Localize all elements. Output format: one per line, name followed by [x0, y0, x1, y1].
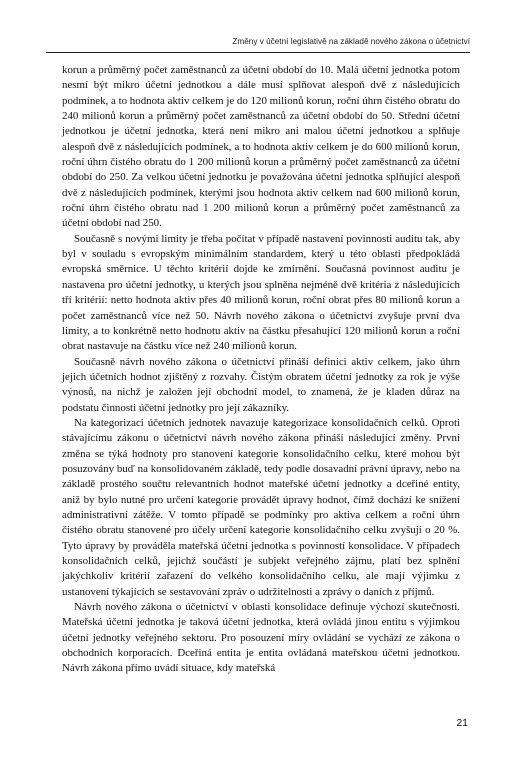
paragraph: Současně s novými limity je třeba počítat v případě nastavení povinnosti auditu tak, aby byl v souladu s evropským minimálním standardem, který u této oblasti předpokládá evropská směrnice. U těchto kritérií dojde ke zmírnění. Současná povinnost auditu je nastavena pro účetní jednotky, u kterých jsou splněna nejméně dvě kritéria z následujících tří kritérií: netto hodnota aktiv přes 40 milionů korun, roční obrat přes 80 milionů korun a počet zaměstnanců více než 50. Návrh nového zákona o účetnictví zvyšuje první dva limity, a to konkrétně netto hodnotu aktiv na částku přesahující 120 milionů korun a roční obrat nastavuje na částku více než 240 milionů korun.: [62, 232, 460, 353]
paragraph: Současně návrh nového zákona o účetnictví přináší definici aktiv celkem, jako úhrn jejich účetních hodnot zjištěný z rozvahy. Čistým obratem účetní jednotky za rok je výše výnosů, na nichž je založen její obchodní model, to znamená, že je kladen důraz na podstatu činnosti účetní jednotky pro její zákazníky.: [62, 355, 460, 414]
page-number: 21: [456, 717, 468, 729]
header-rule: [46, 52, 470, 53]
paragraph: Návrh nového zákona o účetnictví v oblasti konsolidace definuje výchozí skutečnosti. Mateřská účetní jednotka je taková účetní jednotka, která ovládá jinou entitu s výjimkou účetní jednotky veřejného sektoru. Pro posouzení míry ovládání se vychází ze zákona o obchodních korporacích. Dceřiná entita je entita ovládaná mateřskou účetní jednotkou. Návrh zákona přímo uvádí situace, kdy mateřská: [62, 601, 460, 675]
running-header: Změny v účetní legislativě na základě nového zákona o účetnictví: [232, 37, 470, 46]
paragraph: Na kategorizaci účetních jednotek navazuje kategorizace konsolidačních celků. Oproti stávajícímu zákonu o účetnictví návrh nového zákona přináší následující změny. První změna se týká hodnoty pro stanovení kategorie konsolidačního celku, které mohou být posuzovány buď na konsolidovaném základě, tedy podle dosavadní právní úpravy, nebo na základě prostého součtu relevantních hodnot mateřské účetní jednotky a dceřiné entity, aniž by bylo nutné pro určení kategorie provádět úpravy hodnot, čímž dochází ke snížení administrativní zátěže. V tomto případě se podmínky pro aktiva celkem a roční úhrn čistého obratu stanovené pro účely určení kategorie konsolidačního celku zvyšují o 20 %. Tyto úpravy by prováděla mateřská účetní jednotka s povinností konsolidace. V případech konsolidačních celků, jejichž součástí je subjekt veřejného zájmu, platí bez splnění jakýchkoliv kritérií zařazení do velkého konsolidačního celku, ale mají výjimku z ustanovení týkajících se sestavování zpráv o udržitelnosti a zprávy o daních z příjmů.: [62, 416, 460, 598]
body-text: [62, 63, 460, 677]
paragraph: korun a průměrný počet zaměstnanců za účetní období do 10. Malá účetní jednotka potom nesmí být mikro účetní jednotkou a dále musí splňovat alespoň dvě z následujících podmínek, a to hodnota aktiv celkem je do 120 milionů korun, roční úhrn čistého obratu do 240 milionů korun a průměrný počet zaměstnanců za účetní období do 50. Střední účetní jednotkou je účetní jednotka, která není mikro ani malou účetní jednotkou a splňuje alespoň dvě z následujících podmínek, a to hodnota aktiv celkem je do 600 milionů korun, roční úhrn čistého obratu do 1 200 milionů korun a průměrný počet zaměstnanců za účetní období do 250. Za velkou účetní jednotku je považována účetní jednotka splňující alespoň dvě z následujících podmínek, kterými jsou hodnota aktiv celkem nad 600 milionů korun, roční úhrn čistého obratu nad 1 200 milionů korun a průměrný počet zaměstnanců za účetní období nad 250.: [62, 64, 460, 230]
